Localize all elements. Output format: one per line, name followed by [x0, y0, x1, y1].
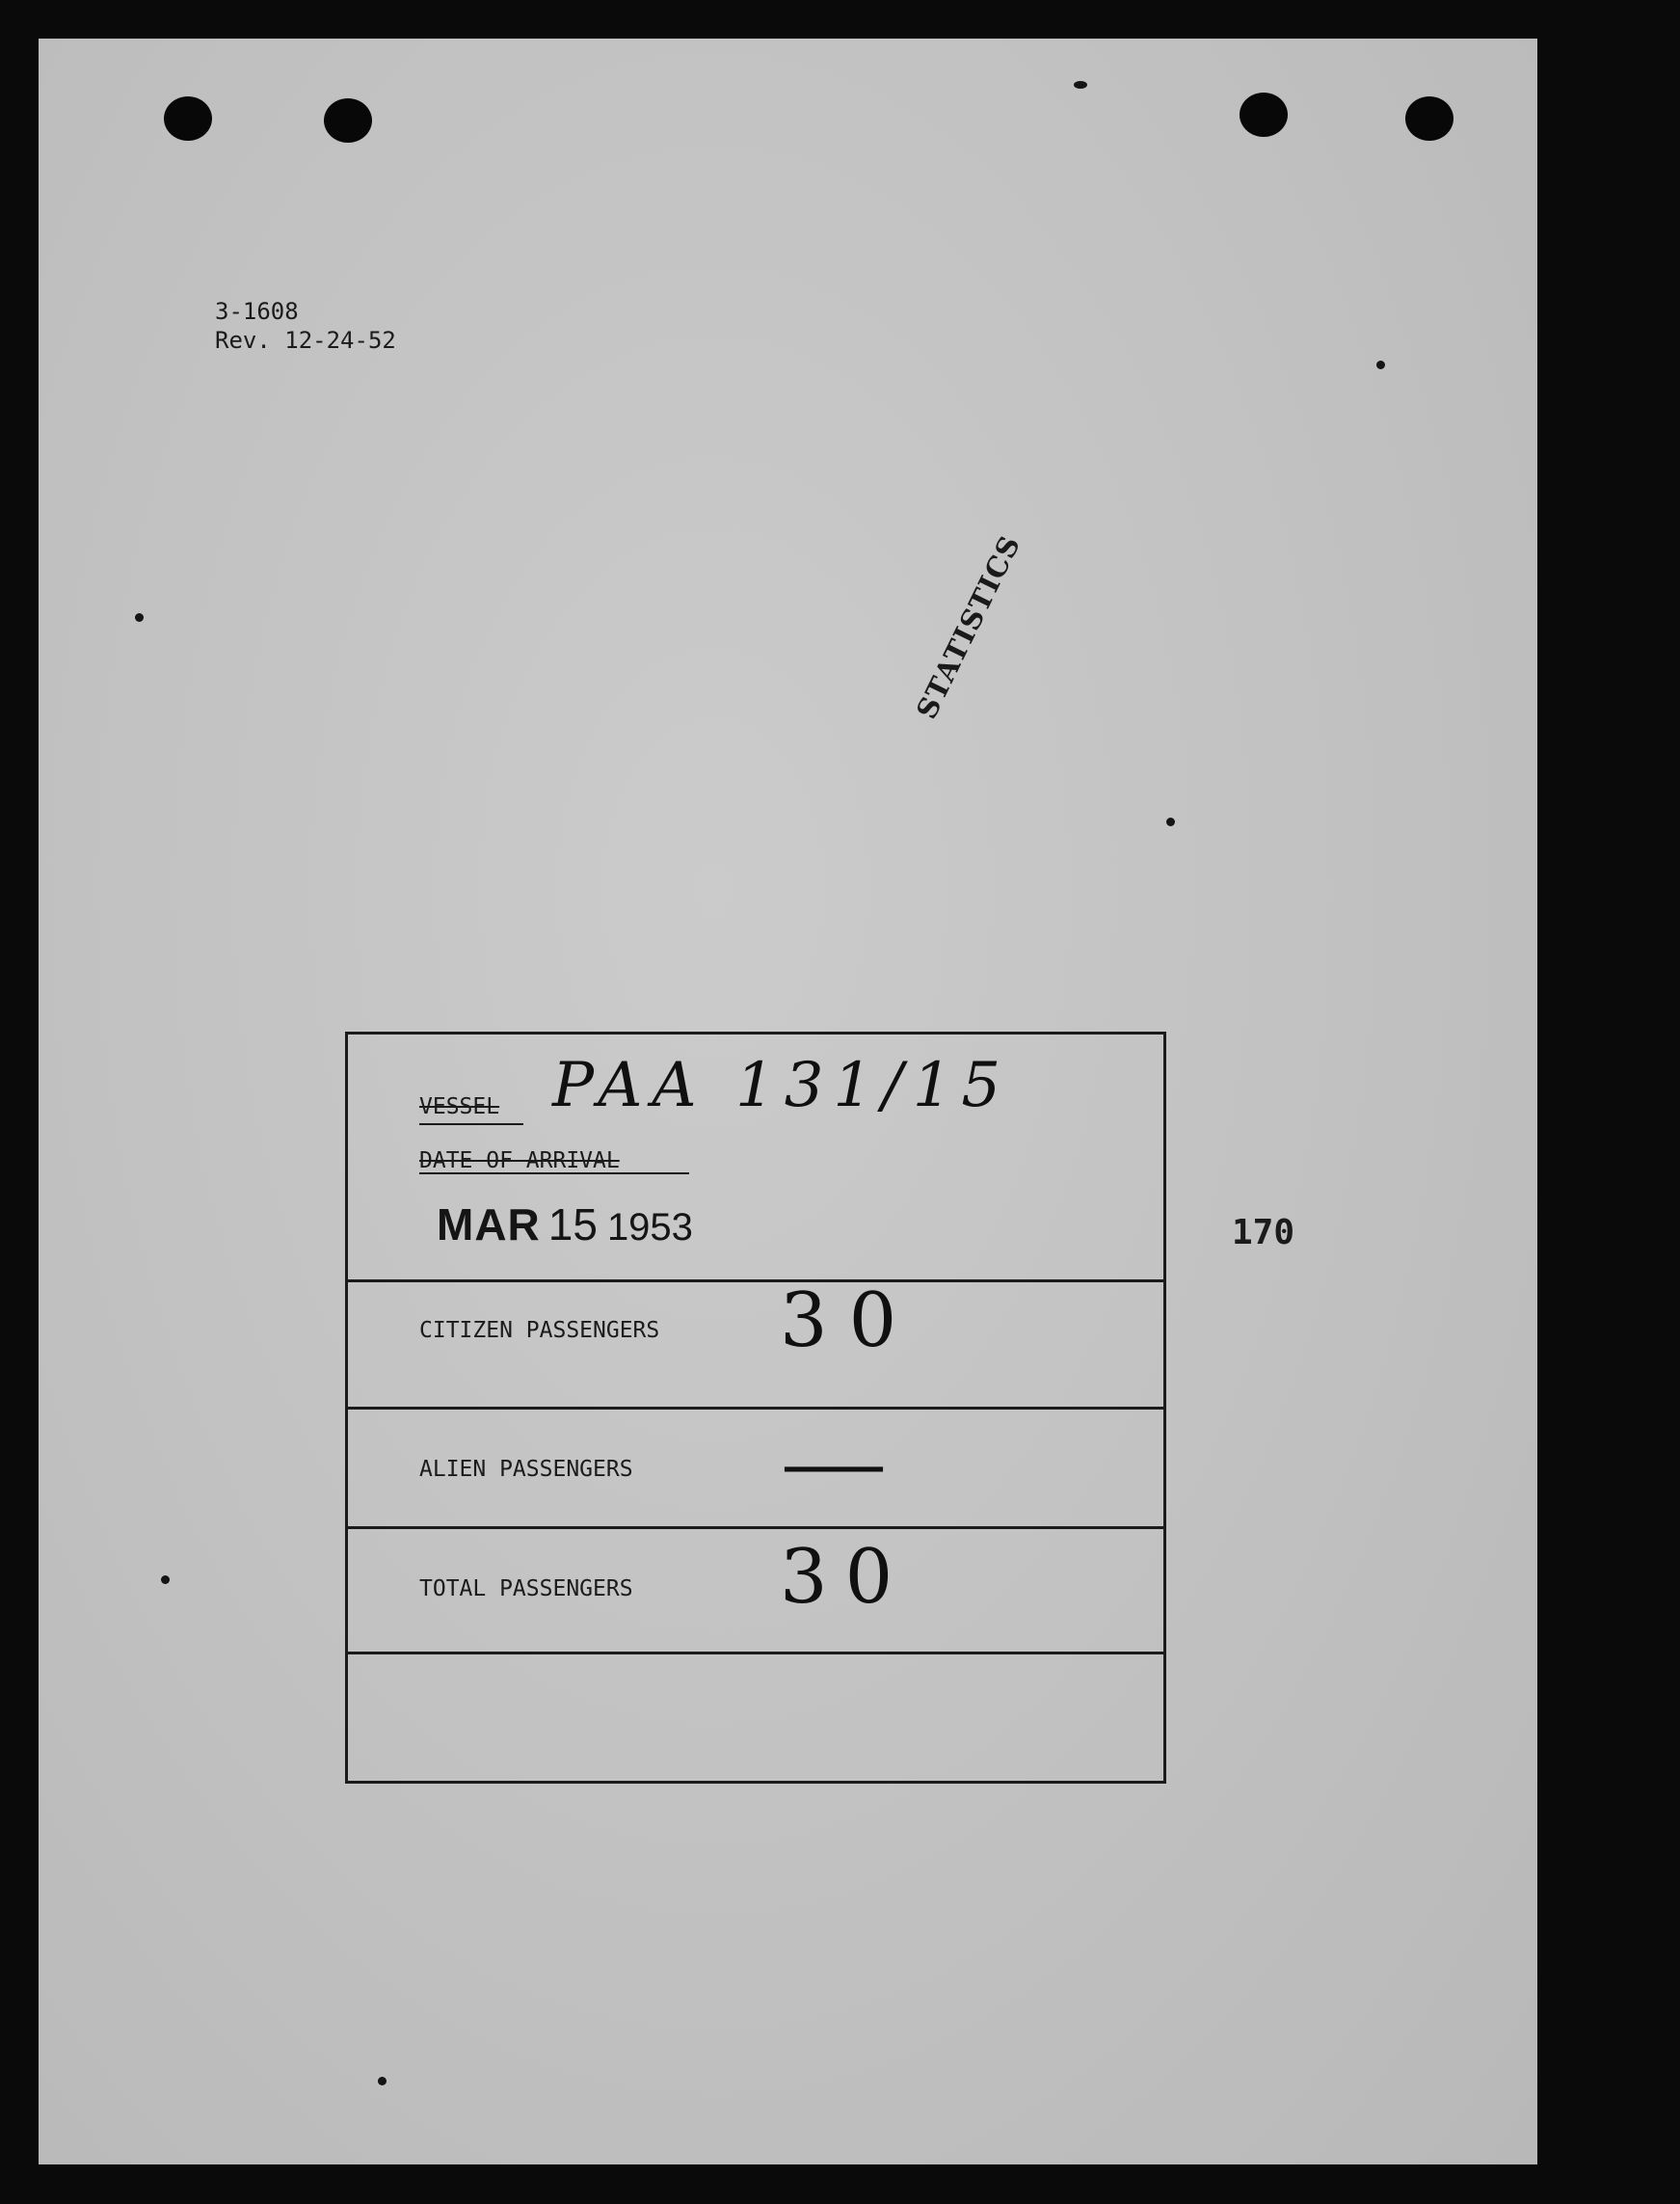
vessel-underline — [419, 1123, 523, 1125]
citizen-passengers-value: 30 — [780, 1277, 919, 1364]
row-divider — [348, 1652, 1163, 1654]
row-divider — [348, 1407, 1163, 1410]
form-number — [215, 297, 396, 355]
alien-passengers-value: — — [780, 1418, 888, 1508]
speck — [161, 1575, 170, 1584]
date-of-arrival-label: DATE OF ARRIVAL — [419, 1148, 620, 1173]
speck — [1166, 818, 1175, 826]
punch-hole-2 — [324, 98, 372, 143]
speck — [135, 613, 144, 622]
row-divider — [348, 1526, 1163, 1529]
date-month: MAR — [437, 1199, 541, 1250]
arrival-form-box — [345, 1032, 1166, 1784]
date-year: 1953 — [606, 1206, 693, 1249]
page-number: 170 — [1232, 1213, 1295, 1252]
form-revision: Rev. 12-24-52 — [215, 327, 396, 354]
form-number-code: 3-1608 — [215, 298, 299, 325]
speck — [378, 2077, 387, 2085]
row-divider — [348, 1279, 1163, 1282]
statistics-stamp: STATISTICS — [910, 529, 1027, 724]
vessel-label: VESSEL — [419, 1094, 500, 1119]
date-underline — [419, 1172, 689, 1174]
punch-hole-3 — [1240, 93, 1288, 137]
speck — [1074, 81, 1087, 89]
arrival-date-stamp — [437, 1198, 693, 1250]
punch-hole-1 — [164, 96, 212, 141]
document-sheet — [39, 39, 1537, 2164]
punch-hole-4 — [1405, 96, 1453, 141]
date-day: 15 — [547, 1199, 598, 1250]
total-passengers-label: TOTAL PASSENGERS — [419, 1576, 633, 1601]
speck — [1376, 361, 1385, 369]
total-passengers-value: 30 — [780, 1534, 911, 1621]
alien-passengers-label: ALIEN PASSENGERS — [419, 1457, 633, 1482]
citizen-passengers-label: CITIZEN PASSENGERS — [419, 1318, 660, 1343]
vessel-value: PAA 131/15 — [552, 1050, 1011, 1121]
